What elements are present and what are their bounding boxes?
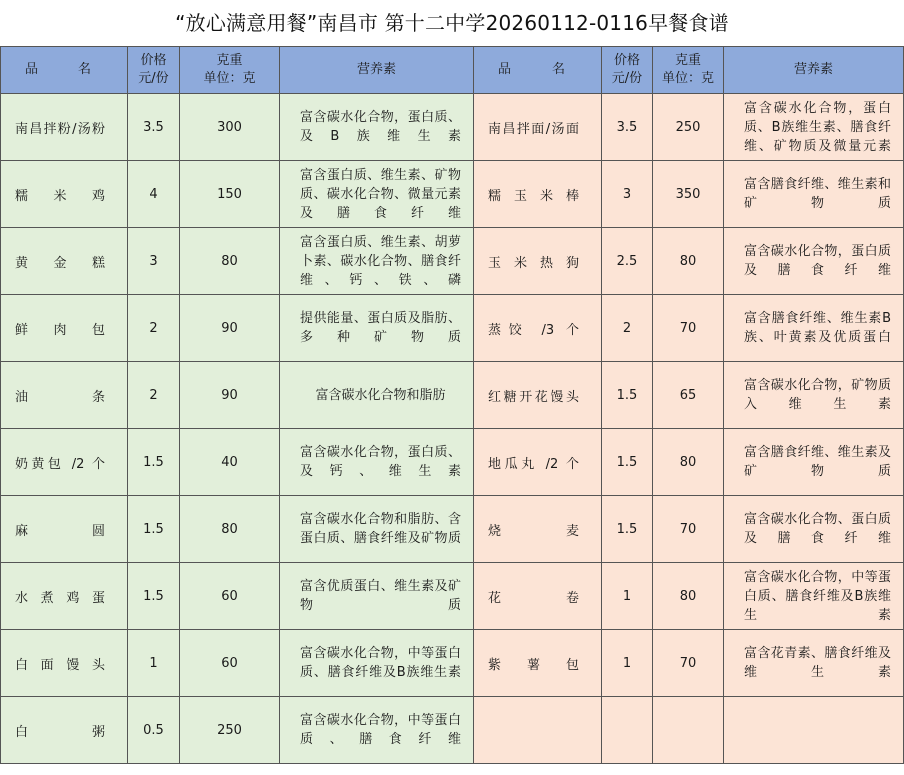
menu-table [0,46,904,764]
weight-left: 90 [180,362,280,429]
dish-name-right [474,697,602,764]
nutrition-right: 富含膳食纤维、维生素及矿物质 [724,429,904,496]
price-left: 4 [128,161,180,228]
dish-name-right: 花卷 [474,563,602,630]
nutrition-left: 富含碳水化合物和脂肪 [280,362,474,429]
nutrition-right: 富含碳水化合物，中等蛋白质、膳食纤维及B族维生素 [724,563,904,630]
nutrition-right: 富含花青素、膳食纤维及维生素 [724,630,904,697]
dish-name-left: 奶黄包 /2 个 [1,429,128,496]
header-weight-left: 克重 单位：克 [180,47,280,94]
nutrition-right: 富含膳食纤维、维生素B族、叶黄素及优质蛋白 [724,295,904,362]
nutrition-left: 富含碳水化合物，中等蛋白质、膳食纤维 [280,697,474,764]
dish-name-right: 紫薯包 [474,630,602,697]
nutrition-left: 富含碳水化合物，中等蛋白质、膳食纤维及B族维生素 [280,630,474,697]
price-left: 1.5 [128,429,180,496]
nutrition-right: 富含膳食纤维、维生素和矿物质 [724,161,904,228]
price-left: 1 [128,630,180,697]
dish-name-left: 麻圆 [1,496,128,563]
dish-name-left: 油条 [1,362,128,429]
dish-name-left: 水煮鸡蛋 [1,563,128,630]
nutrition-left: 富含蛋白质、维生素、矿物质、碳水化合物、微量元素及膳食纤维 [280,161,474,228]
dish-name-left: 南昌拌粉/汤粉 [1,94,128,161]
weight-left: 60 [180,630,280,697]
dish-name-left: 白粥 [1,697,128,764]
nutrition-right: 富含碳水化合物，蛋白质及膳食纤维 [724,228,904,295]
weight-left: 40 [180,429,280,496]
nutrition-right: 富含碳水化合物，蛋白质、B族维生素、膳食纤维、矿物质及微量元素 [724,94,904,161]
dish-name-left: 糯米鸡 [1,161,128,228]
price-left: 3.5 [128,94,180,161]
dish-name-right: 红糖开花馒头 [474,362,602,429]
price-left: 3 [128,228,180,295]
weight-right: 80 [653,429,724,496]
dish-name-right: 蒸饺 /3 个 [474,295,602,362]
weight-right: 80 [653,228,724,295]
table-row [1,496,904,563]
page-title: “放心满意用餐”南昌市 第十二中学20260112-0116早餐食谱 [175,11,729,35]
dish-name-left: 白面馒头 [1,630,128,697]
price-left: 0.5 [128,697,180,764]
weight-left: 80 [180,496,280,563]
table-row [1,630,904,697]
weight-left: 60 [180,563,280,630]
nutrition-right [724,697,904,764]
nutrition-left: 富含碳水化合物，蛋白质、及B族维生素 [280,94,474,161]
nutrition-left: 富含碳水化合物，蛋白质、及钙、维生素 [280,429,474,496]
price-left: 2 [128,295,180,362]
weight-left: 300 [180,94,280,161]
price-right: 2.5 [602,228,653,295]
weight-right: 70 [653,295,724,362]
weight-right: 80 [653,563,724,630]
weight-left: 150 [180,161,280,228]
price-right: 1 [602,630,653,697]
dish-name-right: 地瓜丸 /2 个 [474,429,602,496]
table-row [1,295,904,362]
header-price-right: 价格 元/份 [602,47,653,94]
price-right [602,697,653,764]
header-price-left: 价格 元/份 [128,47,180,94]
header-name-right: 品 名 [474,47,602,94]
dish-name-right: 糯玉米棒 [474,161,602,228]
nutrition-left: 富含蛋白质、维生素、胡萝卜素、碳水化合物、膳食纤维、钙、铁、磷 [280,228,474,295]
weight-right: 350 [653,161,724,228]
nutrition-left: 富含碳水化合物和脂肪、含蛋白质、膳食纤维及矿物质 [280,496,474,563]
table-row [1,228,904,295]
price-right: 1.5 [602,362,653,429]
nutrition-right: 富含碳水化合物、蛋白质及膳食纤维 [724,496,904,563]
nutrition-left: 提供能量、蛋白质及脂肪、多种矿物质 [280,295,474,362]
dish-name-left: 鲜肉包 [1,295,128,362]
price-right: 1.5 [602,496,653,563]
nutrition-right: 富含碳水化合物，矿物质入维生素 [724,362,904,429]
weight-right: 70 [653,630,724,697]
header-row [1,47,904,94]
price-right: 1 [602,563,653,630]
weight-right: 70 [653,496,724,563]
dish-name-right: 南昌拌面/汤面 [474,94,602,161]
table-row [1,161,904,228]
weight-right: 65 [653,362,724,429]
weight-left: 90 [180,295,280,362]
table-row [1,94,904,161]
header-name-left: 品 名 [1,47,128,94]
table-row [1,563,904,630]
price-left: 1.5 [128,563,180,630]
weight-right [653,697,724,764]
price-left: 1.5 [128,496,180,563]
weight-left: 250 [180,697,280,764]
table-row [1,429,904,496]
table-row [1,362,904,429]
header-nutrition-right: 营养素 [724,47,904,94]
header-nutrition-left: 营养素 [280,47,474,94]
header-weight-right: 克重 单位：克 [653,47,724,94]
dish-name-left: 黄金糕 [1,228,128,295]
weight-right: 250 [653,94,724,161]
price-left: 2 [128,362,180,429]
table-row [1,697,904,764]
price-right: 3 [602,161,653,228]
price-right: 3.5 [602,94,653,161]
weight-left: 80 [180,228,280,295]
nutrition-left: 富含优质蛋白、维生素及矿物质 [280,563,474,630]
dish-name-right: 玉米热狗 [474,228,602,295]
price-right: 2 [602,295,653,362]
dish-name-right: 烧麦 [474,496,602,563]
price-right: 1.5 [602,429,653,496]
